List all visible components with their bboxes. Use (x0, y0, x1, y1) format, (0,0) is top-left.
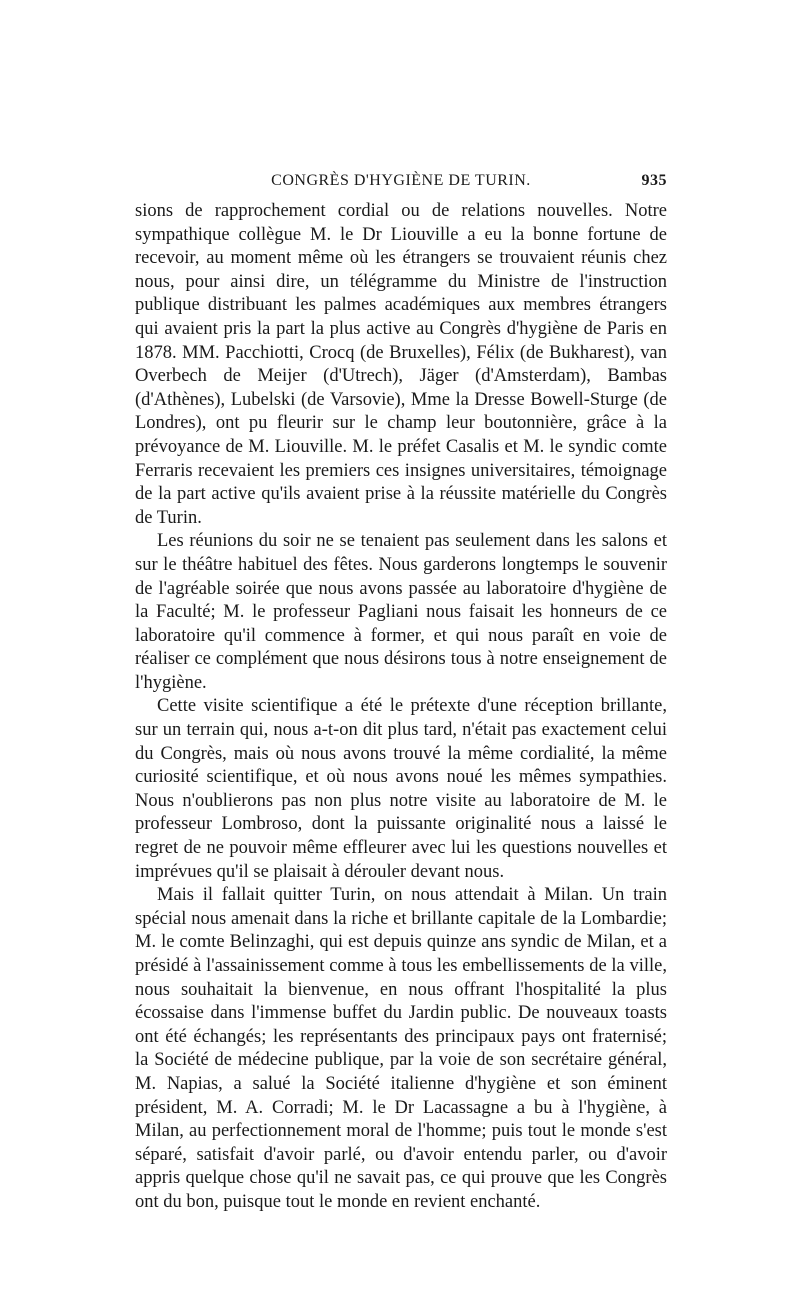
running-head (135, 172, 667, 196)
page-number: 935 (641, 172, 667, 189)
paragraph-2: Les réunions du soir ne se tenaient pas seulement dans les salons et sur le théâtre habituel des fêtes. Nous garderons longtemps le souvenir de l'agréable soirée que nous avons passée au laboratoire d'hygiène de la Faculté; M. le professeur Pagliani nous faisait les honneurs de ce laboratoire qu'il commence à former, et qui nous paraît en voie de réaliser ce complément que nous désirons tous à notre enseignement de l'hygiène. (135, 531, 667, 693)
paragraph-1: sions de rapprochement cordial ou de relations nouvelles. Notre sympathique collègue M. le Dr Liouville a eu la bonne fortune de recevoir, au moment même où les étrangers se trouvaient réunis chez nous, pour ainsi dire, un télégramme du Ministre de l'instruction publique distribuant les palmes académiques aux membres étrangers qui avaient pris la part la plus active au Congrès d'hygiène de Paris en 1878. MM. Pacchiotti, Crocq (de Bruxelles), Félix (de Bukharest), van Overbech de Meijer (d'Utrech), Jäger (d'Amsterdam), Bambas (d'Athènes), Lubelski (de Varsovie), Mme la Dresse Bowell-Sturge (de Londres), ont pu fleurir sur le champ leur boutonnière, grâce à la prévoyance de M. Liouville. M. le préfet Casalis et M. le syndic comte Ferraris recevaient les premiers ces insignes universitaires, témoignage de la part active qu'ils avaient prise à la réussite matérielle du Congrès de Turin. (135, 201, 667, 528)
running-title: CONGRÈS D'HYGIÈNE DE TURIN. (271, 172, 531, 189)
paragraph-4: Mais il fallait quitter Turin, on nous attendait à Milan. Un train spécial nous amenait dans la riche et brillante capitale de la Lombardie; M. le comte Belinzaghi, qui est depuis quinze ans syndic de Milan, et a présidé à l'assainissement comme à tous les embellissements de la ville, nous souhaitait la bienvenue, en nous offrant l'hospitalité la plus écossaise dans l'immense buffet du Jardin public. De nouveaux toasts ont été échangés; les représentants des principaux pays ont fraternisé; la Société de médecine publique, par la voie de son secrétaire général, M. Napias, a salué la Société italienne d'hygiène et son éminent président, M. A. Corradi; M. le Dr Lacassagne a bu à l'hygiène, à Milan, au perfectionnement moral de l'homme; puis tout le monde s'est séparé, satisfait d'avoir parlé, ou d'avoir entendu parler, ou d'avoir appris quelque chose qu'il ne savait pas, ce qui prouve que les Congrès ont du bon, puisque tout le monde en revient enchanté. (135, 885, 667, 1212)
paragraph-3: Cette visite scientifique a été le prétexte d'une réception brillante, sur un terrain qui, nous a-t-on dit plus tard, n'était pas exactement celui du Congrès, mais où nous avons trouvé la même cordialité, la même curiosité scientifique, et où nous avons noué les mêmes sympathies. Nous n'oublierons pas non plus notre visite au laboratoire de M. le professeur Lombroso, dont la puissante originalité nous a laissé le regret de ne pouvoir même effleurer avec lui les questions nouvelles et imprévues qu'il se plaisait à dérouler devant nous. (135, 696, 667, 882)
page (135, 172, 667, 1215)
body-text (135, 200, 667, 1215)
